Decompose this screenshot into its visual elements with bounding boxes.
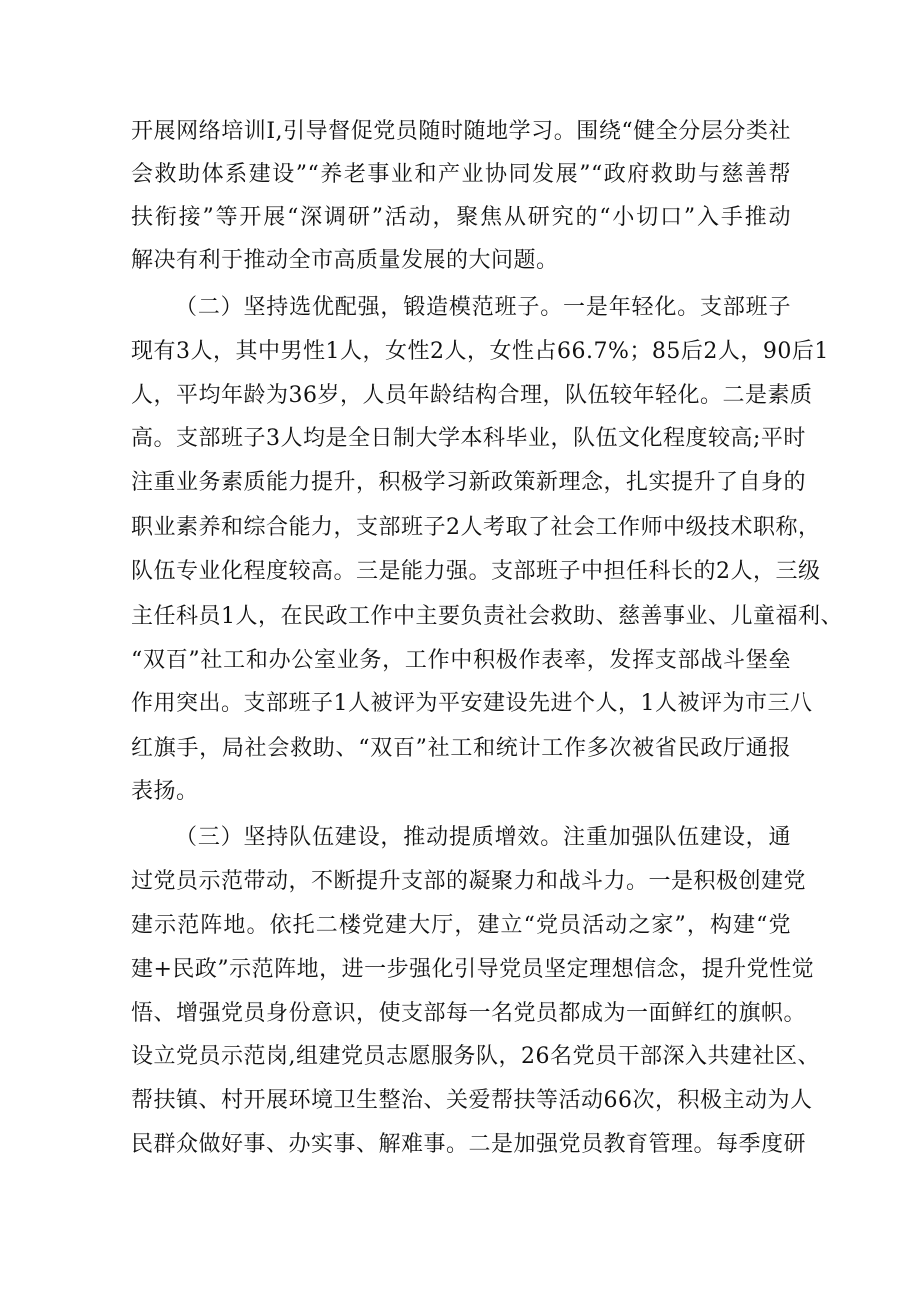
text-line-16: 表扬。: [131, 779, 199, 804]
text-line-21: 悟、增强党员身份意识，使支部每一名党员都成为一面鲜红的旗帜。: [131, 1001, 807, 1026]
text-line-24: 民群众做好事、办实事、解难事。二是加强党员教育管理。每季度研: [131, 1132, 807, 1157]
text-line-15: 红旗手，局社会救助、“双百”社工和统计工作多次被省民政厅通报: [131, 736, 791, 761]
text-line-12: 主任科员1人，在民政工作中主要负责社会救助、慈善事业、儿童福利、: [131, 604, 843, 629]
text-line-7: 人，平均年龄为36岁，人员年龄结构合理，队伍较年轻化。二是素质: [131, 383, 813, 408]
text-line-11: 队伍专业化程度较高。三是能力强。支部班子中担任科长的2人，三级: [131, 559, 821, 584]
text-line-13: “双百”社工和办公室业务，工作中积极作表率，发挥支部战斗堡垒: [131, 648, 791, 673]
text-line-8: 高。支部班子3人均是全日制大学本科毕业，队伍文化程度较高;平时: [131, 426, 806, 451]
text-line-19: 建示范阵地。依托二楼党建大厅，建立“党员活动之家”，构建“党: [131, 913, 791, 938]
text-line-9: 注重业务素质能力提升，积极学习新政策新理念，扎实提升了自身的: [131, 470, 807, 495]
text-line-22: 设立党员示范岗,组建党员志愿服务队，26名党员干部深入共建社区、: [131, 1044, 820, 1069]
text-line-23: 帮扶镇、村开展环境卫生整治、关爱帮扶等活动66次，积极主动为人: [131, 1088, 813, 1113]
text-line-20: 建+民政”示范阵地，进一步强化引导党员坚定理想信念，提升党性觉: [131, 957, 815, 982]
text-line-3: 扶衔接”等开展“深调研”活动，聚焦从研究的“小切口”入手推动: [131, 205, 791, 230]
text-line-1: 开展网络培训I,引导督促党员随时随地学习。围绕“健全分层分类社: [131, 119, 791, 144]
text-line-6: 现有3人，其中男性1人，女性2人，女性占66.7%；85后2人，90后1: [131, 339, 829, 364]
text-line-14: 作用突出。支部班子1人被评为平安建设先进个人，1人被评为市三八: [131, 691, 813, 716]
text-line-4: 解决有利于推动全市高质量发展的大问题。: [131, 248, 559, 273]
section-two-heading-line: （二）坚持选优配强，锻造模范班子。一是年轻化。支部班子: [175, 295, 791, 320]
text-line-2: 会救助体系建设”“养老事业和产业协同发展”“政府救助与慈善帮: [131, 162, 791, 187]
text-line-10: 职业素养和综合能力，支部班子2人考取了社会工作师中级技术职称，: [131, 515, 821, 540]
section-three-heading-line: （三）坚持队伍建设，推动提质增效。注重加强队伍建设，通: [175, 825, 791, 850]
text-line-18: 过党员示范带动，不断提升支部的凝聚力和战斗力。一是积极创建党: [131, 869, 807, 894]
